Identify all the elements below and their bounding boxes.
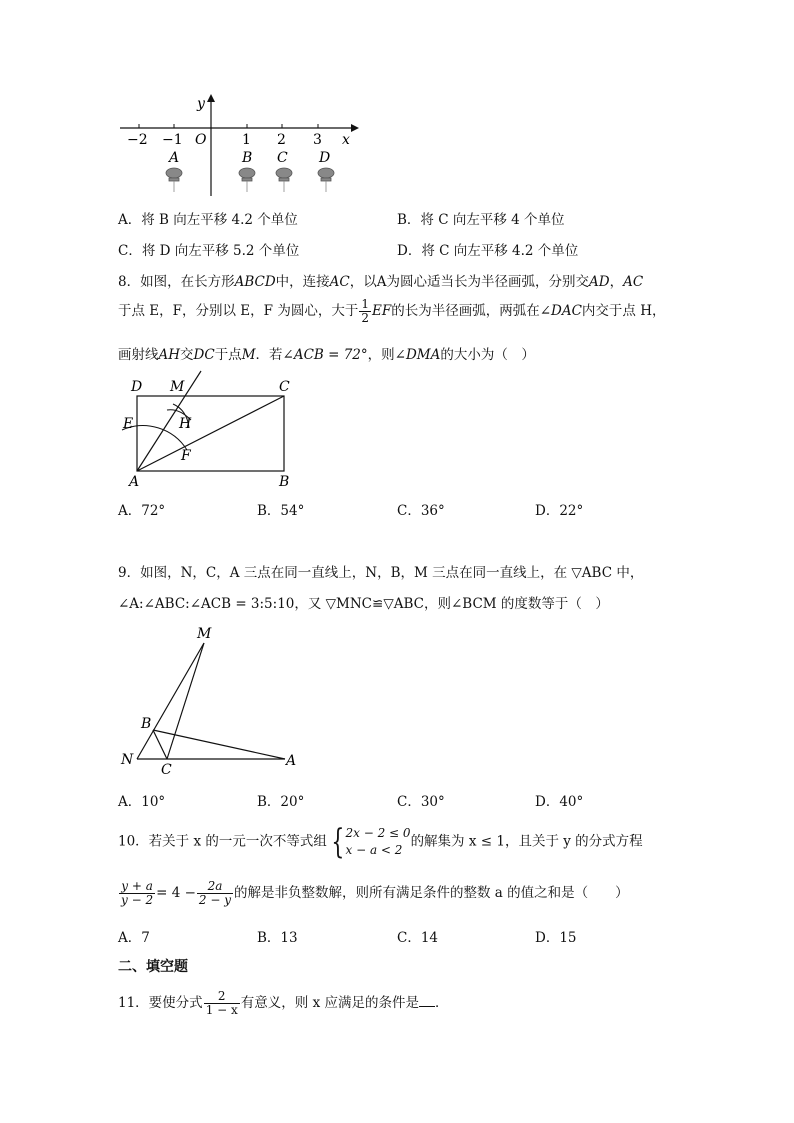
label-a: A xyxy=(129,474,140,490)
label-d: D xyxy=(131,379,143,395)
fraction-lhs: $\frac{y + a}{y - 2}$ xyxy=(121,879,154,907)
tick-label: −2 xyxy=(127,132,148,148)
q9-option-b[interactable]: B．20° xyxy=(257,794,305,810)
q10-option-c[interactable]: C．14 xyxy=(397,930,439,946)
q7-option-b[interactable]: B．将 C 向左平移 4 个单位 xyxy=(397,212,565,228)
fraction-rhs: $\frac{2a}{2 - y}$ xyxy=(198,879,232,907)
q11-line: 11．要使分式 $\frac{2}{1 - x}$ 有意义，则 x 应满足的条件是 ． xyxy=(118,989,449,1017)
label-e: E xyxy=(123,416,134,432)
tick-label: 2 xyxy=(277,132,286,148)
brace-icon: { xyxy=(331,822,345,862)
point-label-d: D xyxy=(319,150,331,166)
q10-line-1: 10．若关于 x 的一元一次不等式组 { 2x − 2 ≤ 0 x − a < 2 的解集为 x ≤ 1，且关于 y 的分式方程 xyxy=(118,822,643,862)
tick-label: −1 xyxy=(162,132,183,148)
q10-option-d[interactable]: D．15 xyxy=(535,930,577,946)
answer-blank[interactable] xyxy=(419,994,435,1007)
q8-rectangle-figure xyxy=(115,368,315,494)
label-b: B xyxy=(279,474,290,490)
pin-icon-d xyxy=(318,168,334,192)
q8-line-3: 画射线AH交DC于点M．若∠ACB = 72°，则∠DMA的大小为（ ） xyxy=(118,347,535,363)
tick-label: 3 xyxy=(313,132,322,148)
point-label-c: C xyxy=(277,150,288,166)
fraction-q11: $\frac{2}{1 - x}$ xyxy=(205,989,238,1017)
q8-option-b[interactable]: B．54° xyxy=(257,503,305,519)
q10-option-a[interactable]: A．7 xyxy=(118,930,150,946)
point-label-a: A xyxy=(169,150,180,166)
point-label-b: B xyxy=(242,150,253,166)
q9-option-c[interactable]: C．30° xyxy=(397,794,445,810)
q10-line-2: $\frac{y + a}{y - 2}$ = 4 − $\frac{2a}{2 - y}$ 的解是非负整数解，则所有满足条件的整数 a 的值之和是（ ） xyxy=(121,879,629,907)
q7-option-d[interactable]: D．将 C 向左平移 4.2 个单位 xyxy=(397,243,579,259)
q9-triangle-figure xyxy=(115,622,305,778)
q8-line-1: 8．如图，在长方形ABCD中，连接AC，以A为圆心适当长为半径画弧，分别交AD，AC xyxy=(118,274,644,290)
pin-icon-b xyxy=(239,168,255,192)
y-axis-label: y xyxy=(197,96,205,112)
q8-option-d[interactable]: D．22° xyxy=(535,503,584,519)
q8-line-2: 于点 E，F，分别以 E，F 为圆心，大于 $\frac{1}{2}$ EF的长为半径画弧，两弧在∠DAC内交于点 H， xyxy=(118,297,666,325)
section-heading: 二、填空题 xyxy=(118,959,188,975)
pin-icon-a xyxy=(166,168,182,192)
q9-option-d[interactable]: D．40° xyxy=(535,794,584,810)
q10-option-b[interactable]: B．13 xyxy=(257,930,298,946)
label-a: A xyxy=(286,753,297,769)
q7-option-c[interactable]: C．将 D 向左平移 5.2 个单位 xyxy=(118,243,300,259)
inequality-system: 2x − 2 ≤ 0 x − a < 2 xyxy=(345,826,411,857)
q8-option-c[interactable]: C．36° xyxy=(397,503,445,519)
origin-label: O xyxy=(195,132,207,148)
pin-icon-c xyxy=(276,168,292,192)
label-h: H xyxy=(179,416,192,432)
q8-option-a[interactable]: A．72° xyxy=(118,503,166,519)
label-f: F xyxy=(181,448,191,464)
label-n: N xyxy=(121,752,134,768)
label-b: B xyxy=(141,716,152,732)
fraction-half: $\frac{1}{2}$ xyxy=(361,297,369,325)
x-axis-label: x xyxy=(342,132,350,148)
label-m: M xyxy=(170,379,185,395)
label-c: C xyxy=(161,762,172,778)
label-m: M xyxy=(197,626,212,642)
label-c: C xyxy=(279,379,290,395)
tick-label: 1 xyxy=(242,132,251,148)
q9-line-1: 9．如图，N，C，A 三点在同一直线上，N，B，M 三点在同一直线上，在 ▽ABC 中， xyxy=(118,565,644,581)
q7-number-line-figure xyxy=(115,92,365,202)
q7-option-a[interactable]: A．将 B 向左平移 4.2 个单位 xyxy=(118,212,298,228)
q9-option-a[interactable]: A．10° xyxy=(118,794,166,810)
q9-line-2: ∠A:∠ABC:∠ACB = 3:5:10，又 ▽MNC≌▽ABC，则∠BCM 的度数等于（ ） xyxy=(118,596,609,612)
